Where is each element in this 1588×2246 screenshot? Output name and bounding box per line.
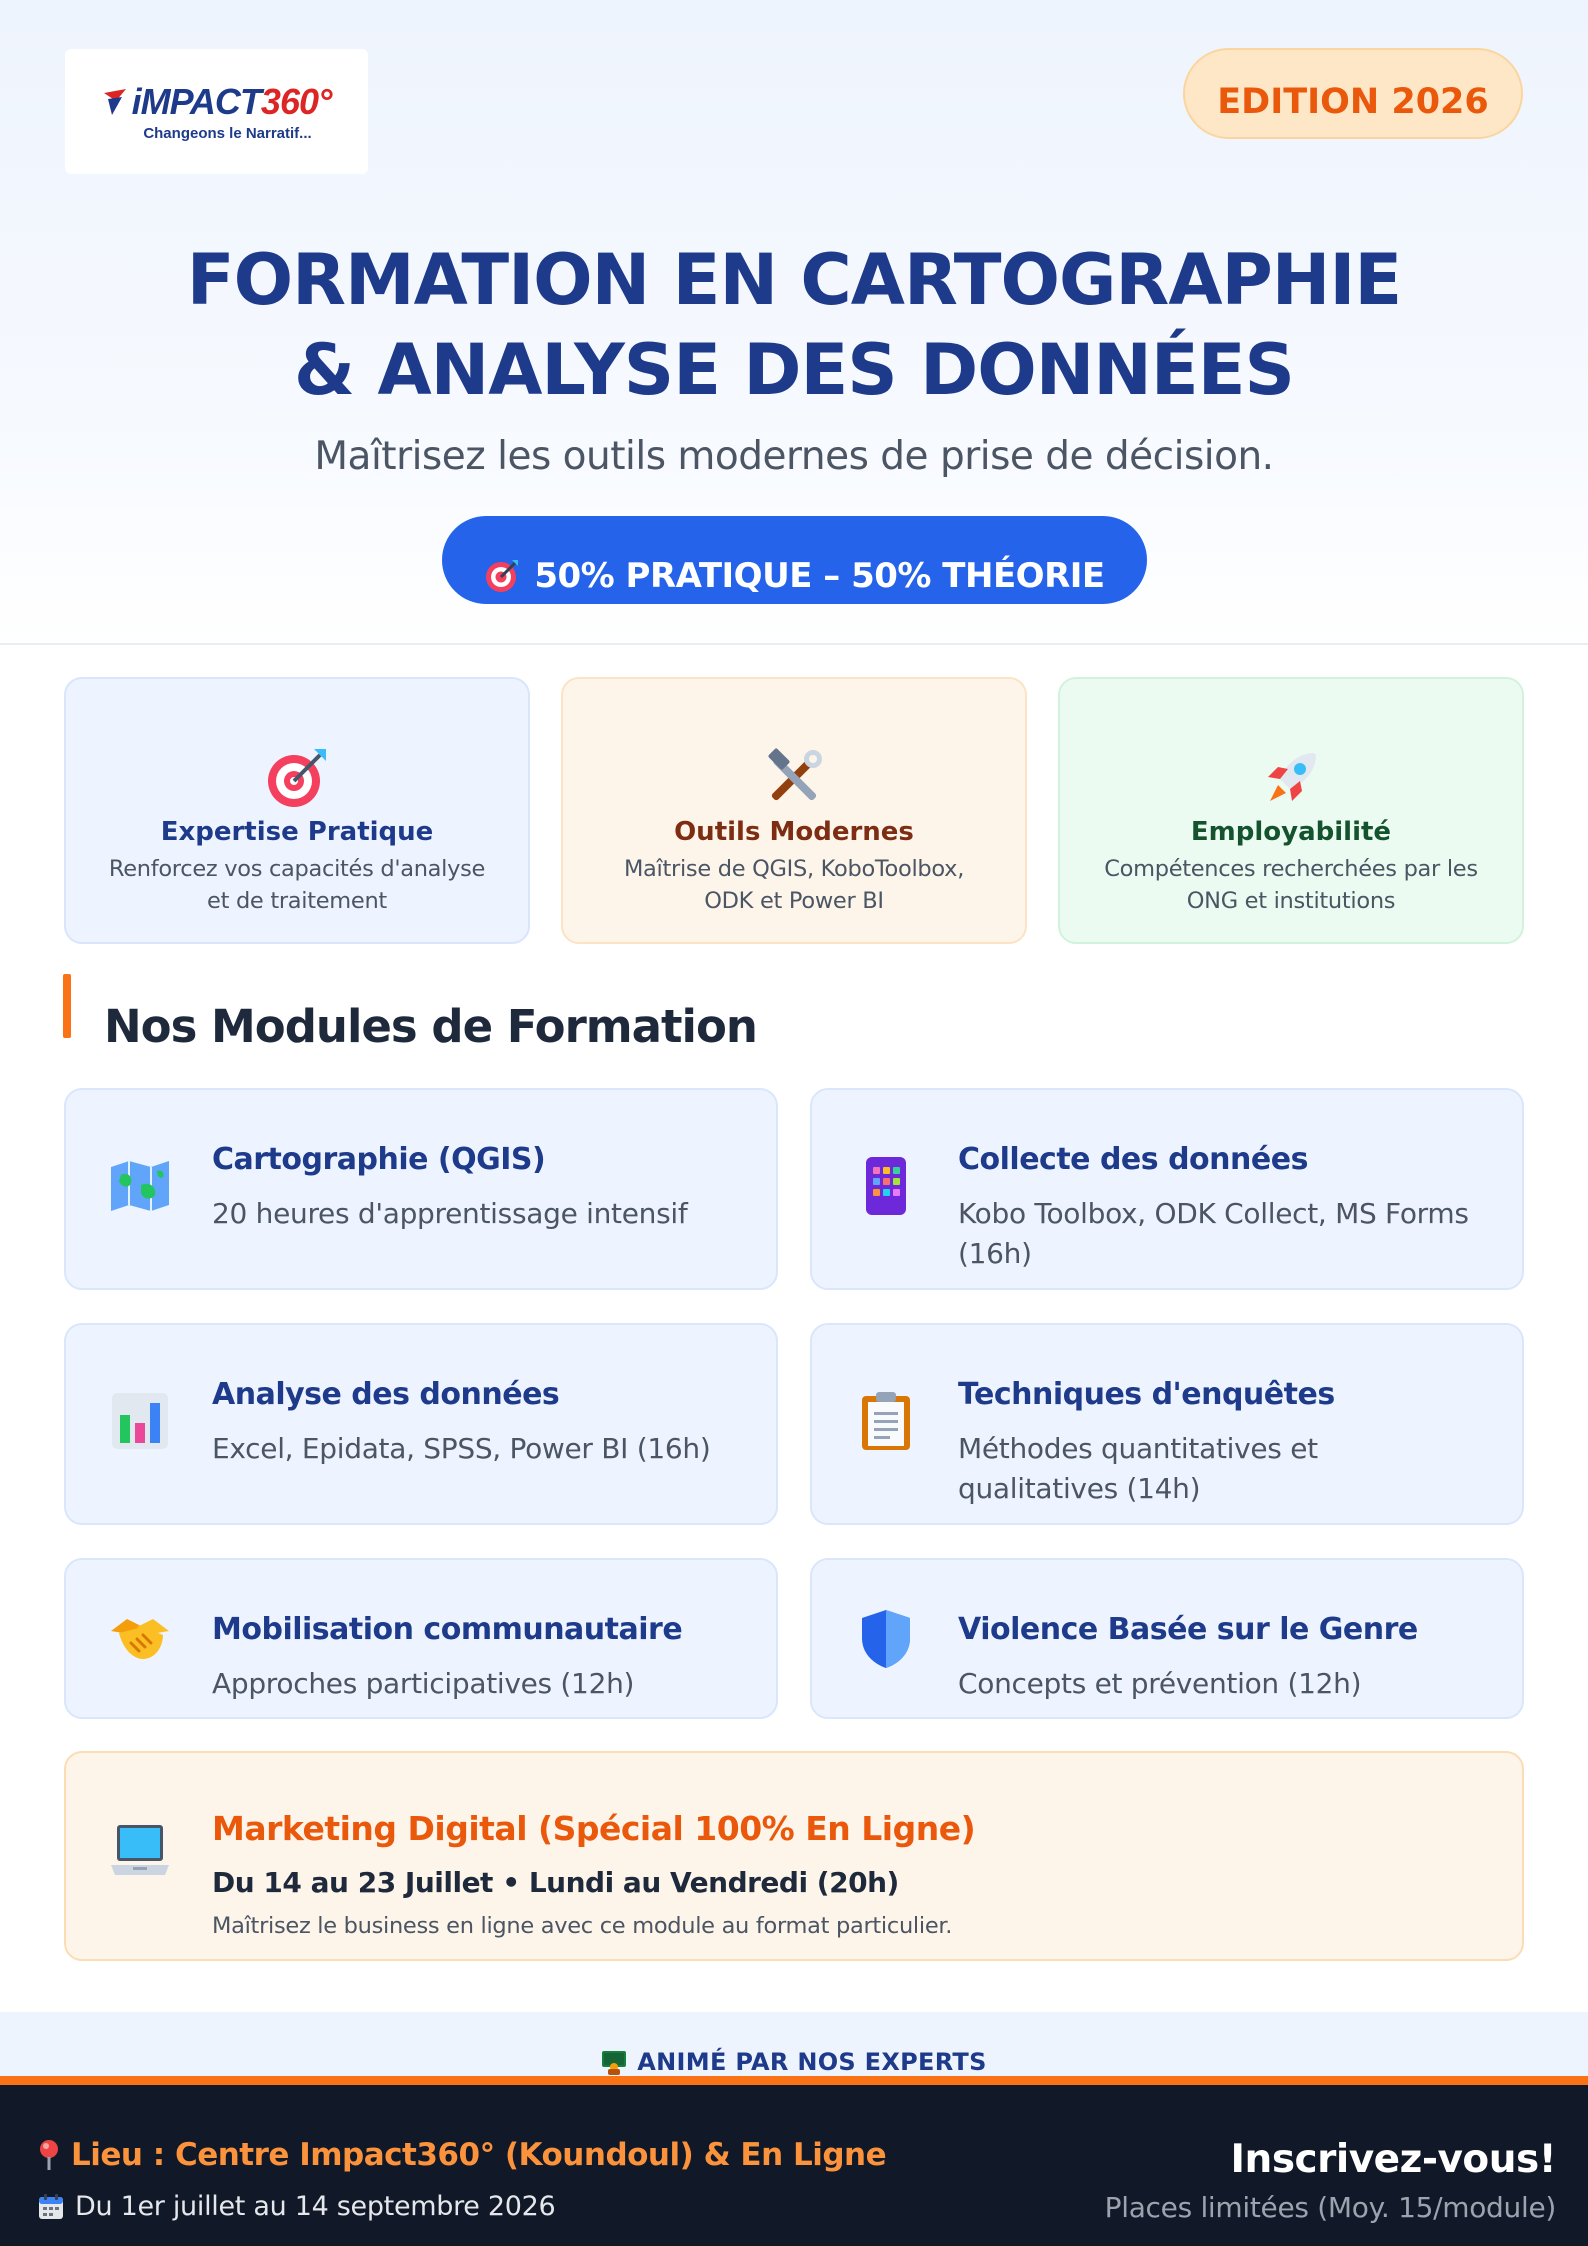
logo-text-num: 360° [260, 81, 332, 122]
map-icon [109, 1159, 171, 1213]
location-text: Lieu : Centre Impact360° (Koundoul) & En Ligne [71, 2137, 887, 2173]
module-title: Mobilisation communautaire [212, 1612, 683, 1647]
feature-title: Expertise Pratique [160, 817, 434, 847]
footer-dates [37, 2191, 555, 2222]
feature-title: Outils Modernes [674, 817, 914, 847]
calendar-icon [37, 2193, 65, 2221]
section-accent-bar [63, 974, 71, 1038]
module-card-analyse [64, 1323, 778, 1525]
mobile-app-icon [864, 1155, 908, 1217]
rocket-icon [1260, 747, 1322, 809]
logo-swoosh-icon [102, 87, 128, 117]
footer [0, 2085, 1588, 2246]
feature-desc-line: Compétences recherchées par les [1104, 856, 1478, 882]
digital-marketing-card [64, 1751, 1524, 1961]
footer-location [37, 2137, 886, 2173]
module-card-vbg [810, 1558, 1524, 1719]
experts-band [0, 2012, 1588, 2079]
feature-card-expertise [64, 677, 530, 944]
feature-desc-line: et de traitement [207, 888, 387, 914]
module-title: Collecte des données [958, 1142, 1308, 1177]
clipboard-icon [860, 1390, 912, 1452]
module-title: Techniques d'enquêtes [958, 1377, 1335, 1412]
pin-icon [37, 2139, 61, 2171]
feature-card-employability [1058, 677, 1524, 944]
edition-badge: EDITION 2026 [1183, 48, 1523, 139]
feature-desc-line: Renforcez vos capacités d'analyse [108, 856, 486, 882]
tools-icon [763, 747, 825, 809]
laptop-icon [109, 1823, 171, 1879]
module-title: Violence Basée sur le Genre [958, 1612, 1418, 1647]
register-cta[interactable]: Inscrivez-vous! [1230, 2137, 1556, 2182]
module-desc: Méthodes quantitatives et qualitatives (14h) [958, 1432, 1318, 1505]
feature-desc-line: ODK et Power BI [704, 888, 884, 914]
module-desc: Kobo Toolbox, ODK Collect, MS Forms (16h) [958, 1197, 1469, 1270]
module-card-enquetes [810, 1323, 1524, 1525]
logo-text-main: iMPACT [131, 81, 261, 122]
brand-tagline: Changeons le Narratif... [143, 125, 312, 142]
page-title [0, 235, 1588, 415]
feature-desc-line: Maîtrise de QGIS, KoboToolbox, [623, 856, 965, 882]
page-subtitle: Maîtrisez les outils modernes de prise de décision. [314, 434, 1274, 479]
teacher-icon [601, 2049, 627, 2075]
module-desc: Approches participatives (12h) [212, 1667, 635, 1700]
places-limited: Places limitées (Moy. 15/module) [1104, 2191, 1556, 2224]
footer-accent-line [0, 2076, 1588, 2085]
title-line-2: & ANALYSE DES DONNÉES [294, 329, 1294, 411]
digital-note: Maîtrisez le business en ligne avec ce module au format particulier. [212, 1913, 953, 1939]
module-desc: Concepts et prévention (12h) [958, 1667, 1362, 1700]
feature-desc-line: ONG et institutions [1186, 888, 1396, 914]
feature-title: Employabilité [1190, 817, 1392, 847]
digital-title: Marketing Digital (Spécial 100% En Ligne) [212, 1809, 976, 1848]
feature-card-tools [561, 677, 1027, 944]
module-title: Analyse des données [212, 1377, 560, 1412]
title-line-1: FORMATION EN CARTOGRAPHIE [186, 239, 1402, 321]
bar-chart-icon [110, 1391, 170, 1451]
brand-logo [65, 49, 368, 174]
digital-dates: Du 14 au 23 Juillet • Lundi au Vendredi (20h) [212, 1866, 899, 1899]
practice-theory-pill [442, 516, 1147, 604]
pill-label: 50% PRATIQUE – 50% THÉORIE [534, 556, 1105, 596]
module-card-cartographie [64, 1088, 778, 1290]
module-title: Cartographie (QGIS) [212, 1142, 546, 1177]
shield-icon [860, 1608, 912, 1670]
target-icon [484, 558, 520, 594]
module-desc: Excel, Epidata, SPSS, Power BI (16h) [212, 1432, 711, 1465]
handshake-icon [109, 1613, 171, 1665]
module-desc: 20 heures d'apprentissage intensif [212, 1197, 688, 1230]
dates-text: Du 1er juillet au 14 septembre 2026 [75, 2191, 556, 2222]
module-card-collecte [810, 1088, 1524, 1290]
module-card-mobilisation [64, 1558, 778, 1719]
target-icon [266, 747, 328, 809]
experts-label: ANIMÉ PAR NOS EXPERTS [637, 2047, 987, 2076]
section-title: Nos Modules de Formation [104, 1000, 757, 1053]
